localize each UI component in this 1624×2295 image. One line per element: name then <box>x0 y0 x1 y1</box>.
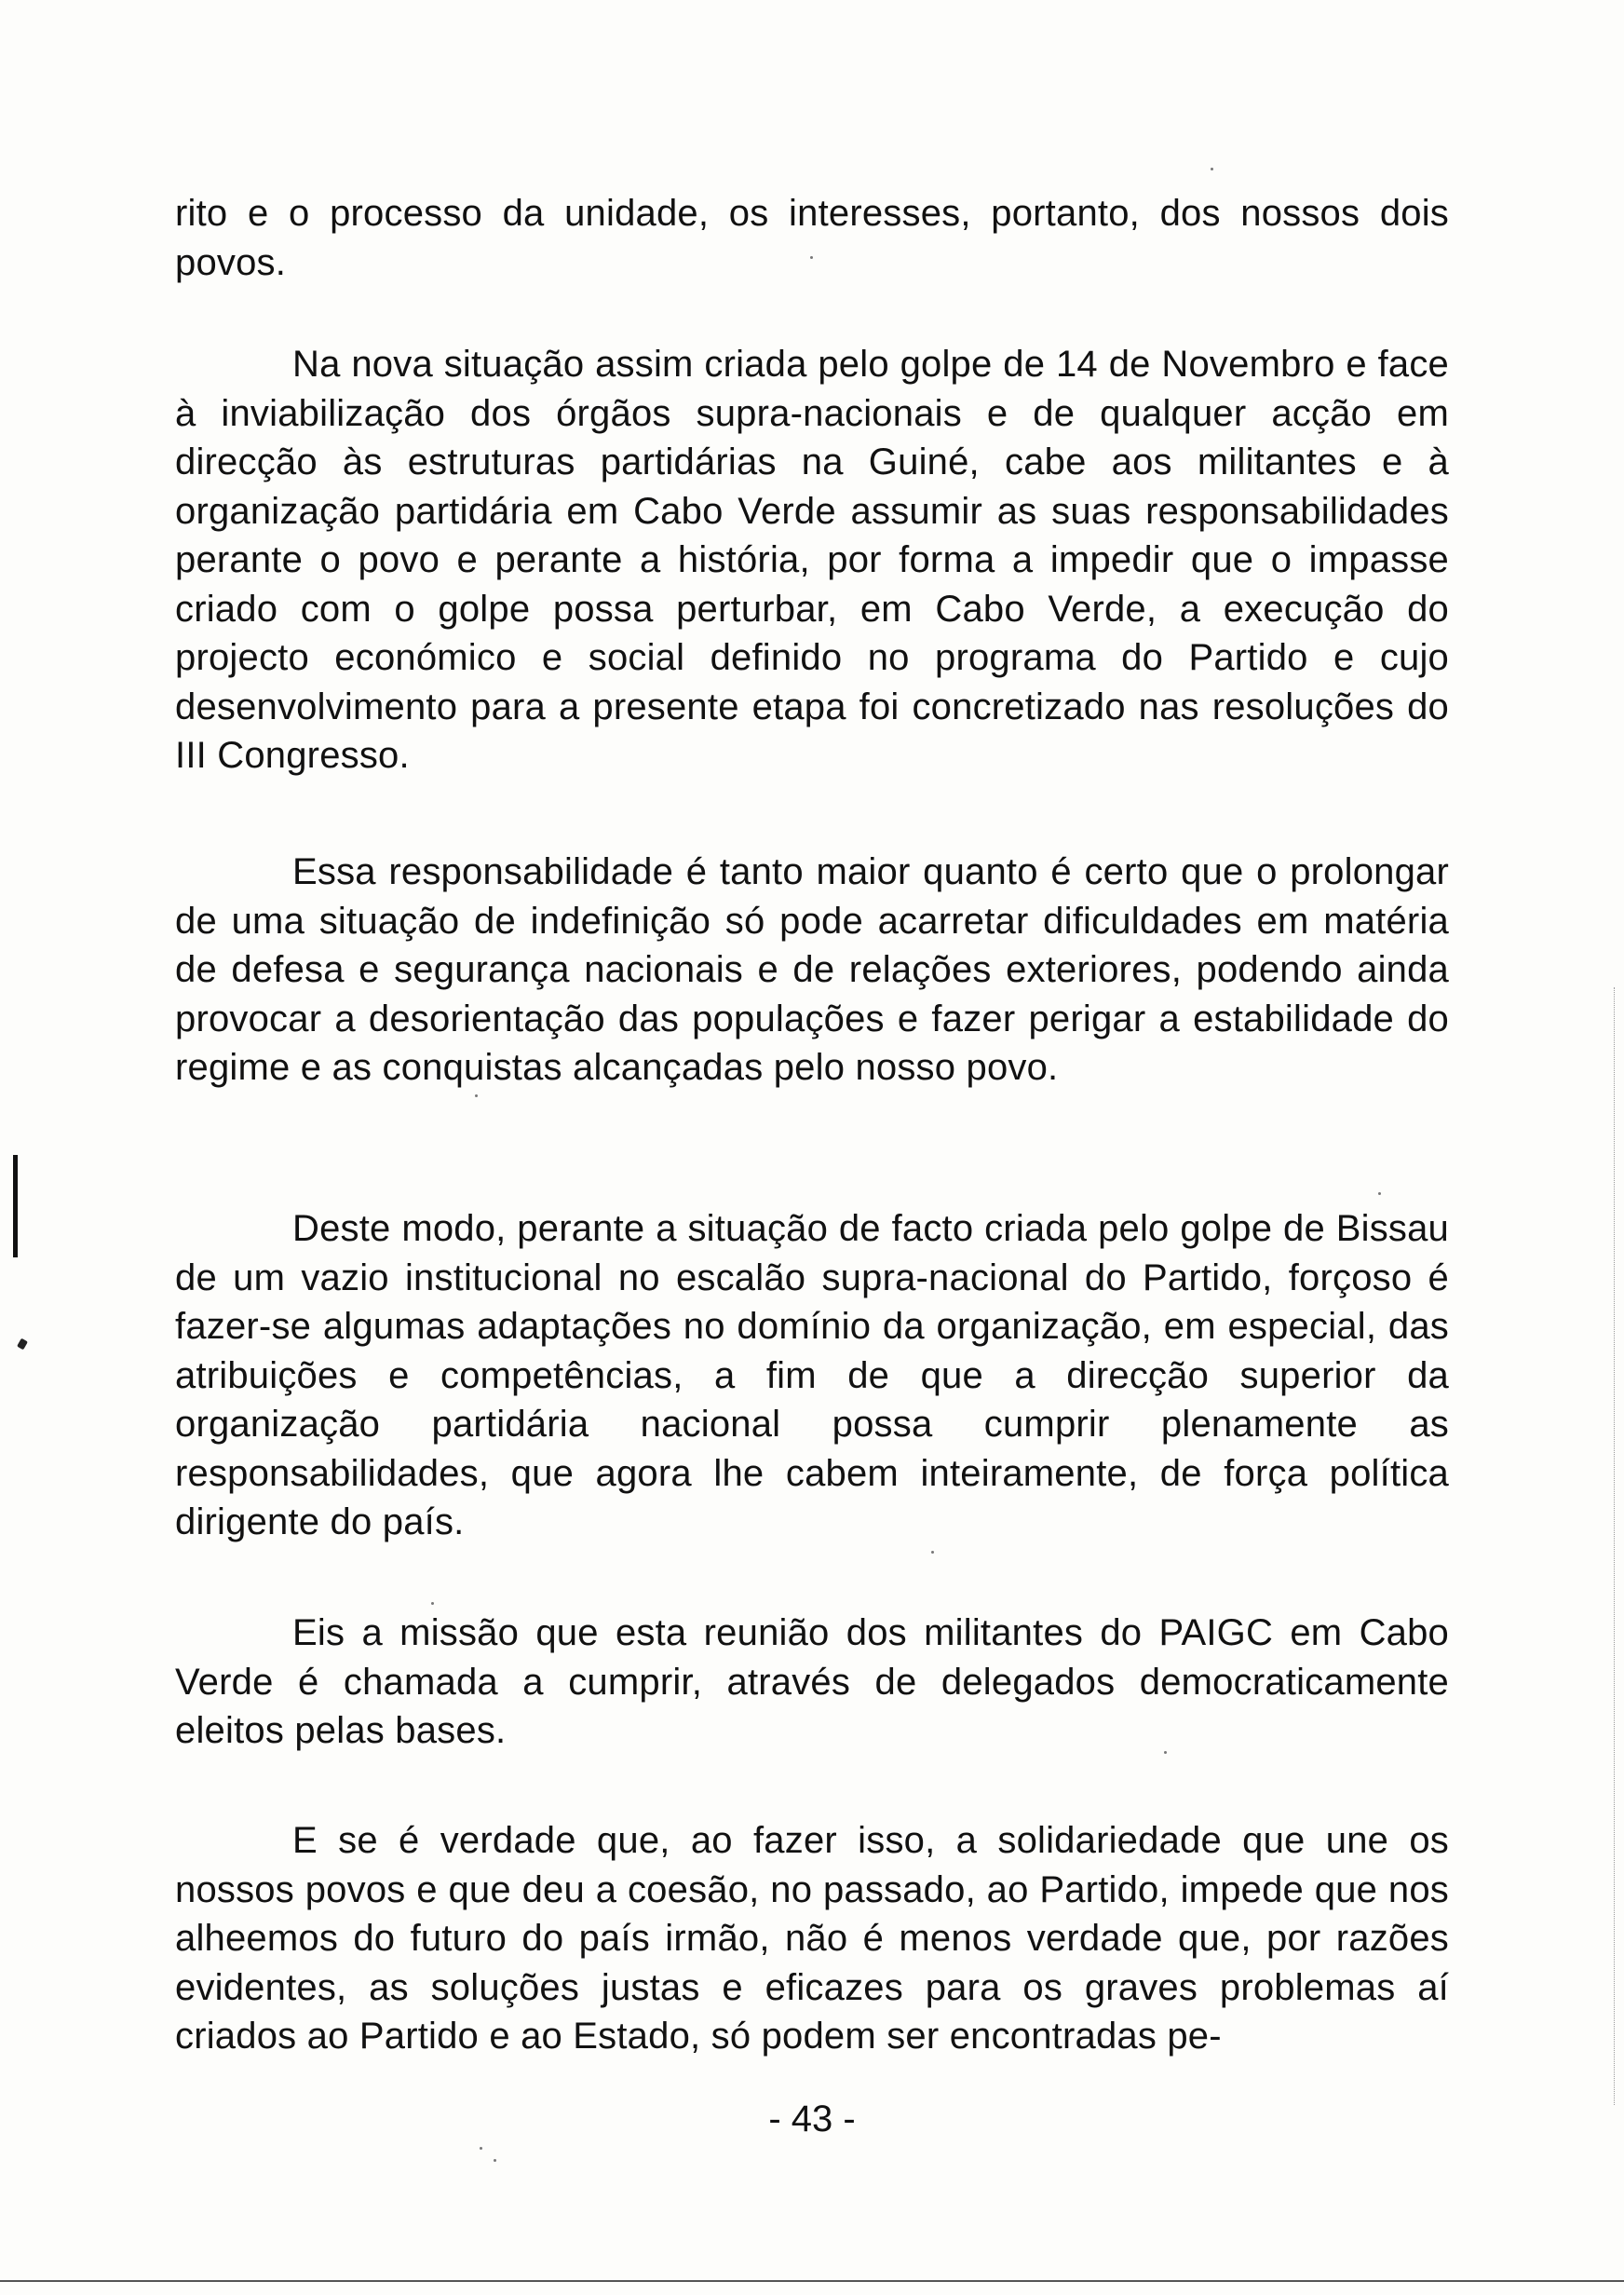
scan-speck <box>1211 168 1213 170</box>
paragraph-golpe-14-novembro: Na nova situação assim criada pelo golpe de 14 de Novembro e face à inviabilização dos órgãos supra-nacionais e de qualquer acção em direcção às estruturas partidárias na Guiné, cabe aos militantes e à organização partidária em Cabo Verde assumir as suas responsabilidades perante o povo e perante a história, por forma a impedir que o impasse criado com o golpe possa perturbar, em Cabo Verde, a execução do projecto económico e social definido no programa do Partido e cujo desenvolvimento para a presente etapa foi concretizado nas resoluções do III Congresso. <box>175 344 1449 776</box>
scan-speck <box>431 1602 434 1605</box>
paragraph-deste-modo: Deste modo, perante a situação de facto criada pelo golpe de Bissau de um vazio institucional no escalão supra-nacional do Partido, forçoso é fazer-se algumas adaptações no domínio da organização, em especial, das atribuições e competências, a fim de que a direcção superior da organização partidária nacional possa cumprir plenamente as responsabilidades, que agora lhe cabem inteiramente, de força política dirigente do país. <box>175 1208 1449 1542</box>
scan-right-edge <box>1613 987 1615 2105</box>
margin-scan-mark <box>13 1155 18 1257</box>
page-number: - 43 - <box>768 2098 856 2139</box>
paragraph-responsabilidade: Essa responsabilidade é tanto maior quanto é certo que o prolongar de uma situação de indefinição só pode acarretar dificuldades em matéria de defesa e segurança nacionais e de relações exteriores, podendo ainda provocar a desorientação das populações e fazer perigar a estabilidade do regime e as conquistas alcançadas pelo nosso povo. <box>175 851 1449 1088</box>
margin-scan-dot <box>17 1338 28 1351</box>
paragraph-solidariedade: E se é verdade que, ao fazer isso, a solidariedade que une os nossos povos e que deu a coesão, no passado, ao Partido, impede que nos alheemos do futuro do país irmão, não é menos verdade que, por razões evidentes, as soluções justas e eficazes para os graves problemas aí criados ao Partido e ao Estado, só podem ser encontradas pe- <box>175 1820 1449 2057</box>
scan-speck <box>931 1551 934 1554</box>
paragraph-continuation: rito e o processo da unidade, os interesses, portanto, dos nossos dois povos. <box>175 193 1449 283</box>
scan-bottom-edge <box>0 2280 1624 2282</box>
scan-speck <box>494 2159 496 2162</box>
scan-speck <box>810 256 813 259</box>
scan-speck <box>475 1094 478 1097</box>
scan-speck <box>480 2147 482 2150</box>
scan-speck <box>1164 1751 1167 1754</box>
scan-speck <box>1378 1192 1381 1195</box>
paragraph-missao: Eis a missão que esta reunião dos militantes do PAIGC em Cabo Verde é chamada a cumprir, através de delegados democraticamente eleitos pelas bases. <box>175 1612 1449 1751</box>
